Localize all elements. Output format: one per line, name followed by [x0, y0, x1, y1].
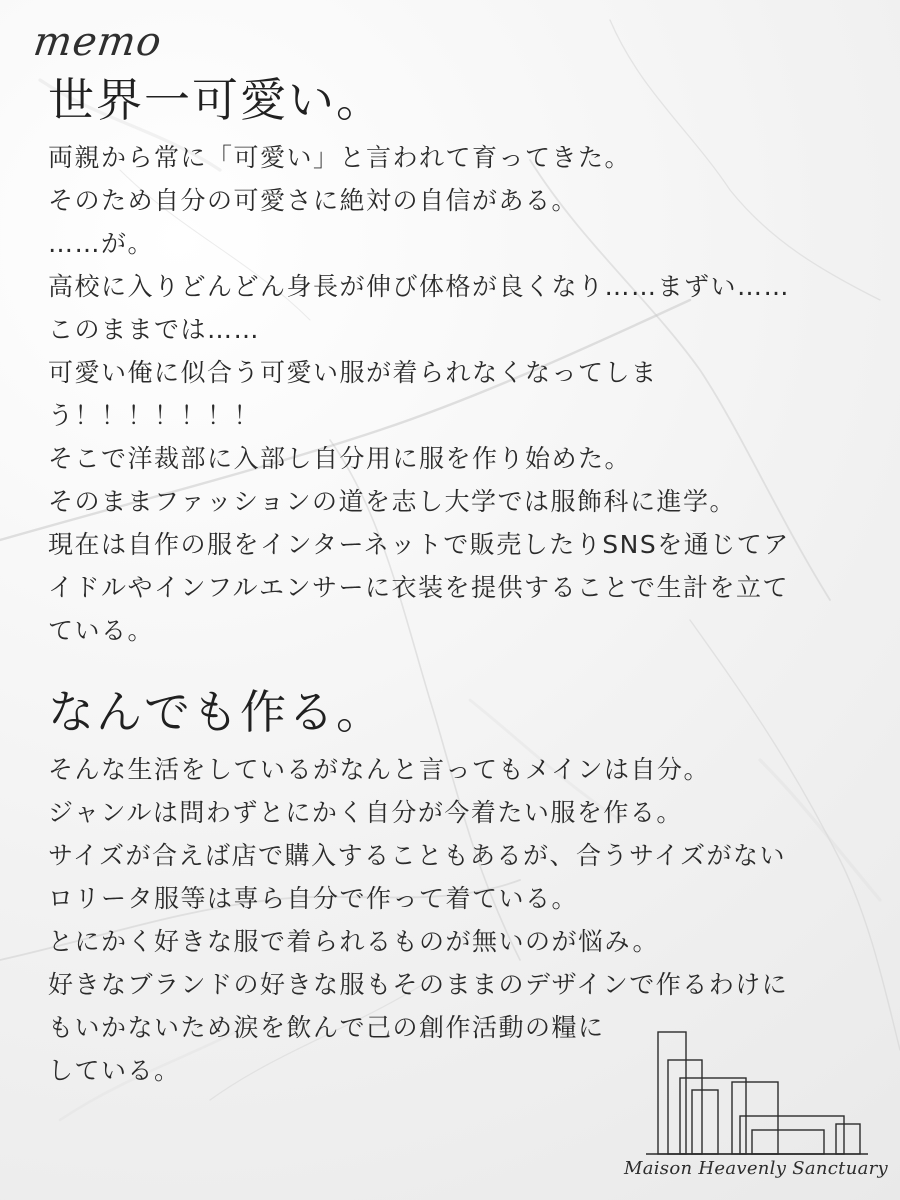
- memo-label: memo: [30, 19, 165, 65]
- brand-logo-text: Maison Heavenly Sanctuary: [623, 1158, 889, 1179]
- paragraph-line: イドルやインフルエンサーに衣装を提供することで生計を立て: [48, 573, 790, 602]
- paragraph-line: とにかく好きな服で着られるものが無いのが悩み。: [48, 927, 660, 956]
- paragraph-line: 両親から常に「可愛い」と言われて育ってきた。: [48, 143, 632, 172]
- paragraph-line: ロリータ服等は専ら自分で作って着ている。: [48, 884, 579, 913]
- paragraph-line: ……が。: [48, 229, 155, 258]
- paragraph-line: サイズが合えば店で購入することもあるが、合うサイズがない: [48, 841, 787, 870]
- paragraph-line: している。: [48, 1056, 181, 1085]
- paragraph-line: そのままファッションの道を志し大学では服飾科に進学。: [48, 487, 737, 516]
- paragraph-line: そんな生活をしているがなんと言ってもメインは自分。: [48, 755, 711, 784]
- brand-logo: [623, 1020, 889, 1180]
- paragraph-line: 可愛い俺に似合う可愛い服が着られなくなってしま: [48, 358, 658, 387]
- paragraph-line: 高校に入りどんどん身長が伸び体格が良くなり……まずい……: [48, 272, 791, 301]
- building-lines-icon: [640, 1020, 880, 1160]
- section-1-paragraph: [48, 136, 868, 652]
- paragraph-line: ている。: [48, 616, 155, 645]
- paragraph-line: ジャンルは問わずとにかく自分が今着たい服を作る。: [48, 798, 683, 827]
- paragraph-line: 現在は自作の服をインターネットで販売したりSNSを通じてア: [48, 530, 790, 559]
- paragraph-line: そのため自分の可愛さに絶対の自信がある。: [48, 186, 579, 215]
- paragraph-line: そこで洋裁部に入部し自分用に服を作り始めた。: [48, 444, 632, 473]
- paragraph-line: このままでは……: [48, 315, 261, 344]
- section-2-heading: なんでも作る。: [48, 685, 384, 739]
- paragraph-line: 好きなブランドの好きな服もそのままのデザインで作るわけに: [48, 970, 789, 999]
- paragraph-line: もいかないため涙を飲んで己の創作活動の糧に: [48, 1013, 605, 1042]
- paragraph-line: う！！！！！！！: [48, 401, 261, 430]
- section-1-heading: 世界一可愛い。: [48, 73, 384, 127]
